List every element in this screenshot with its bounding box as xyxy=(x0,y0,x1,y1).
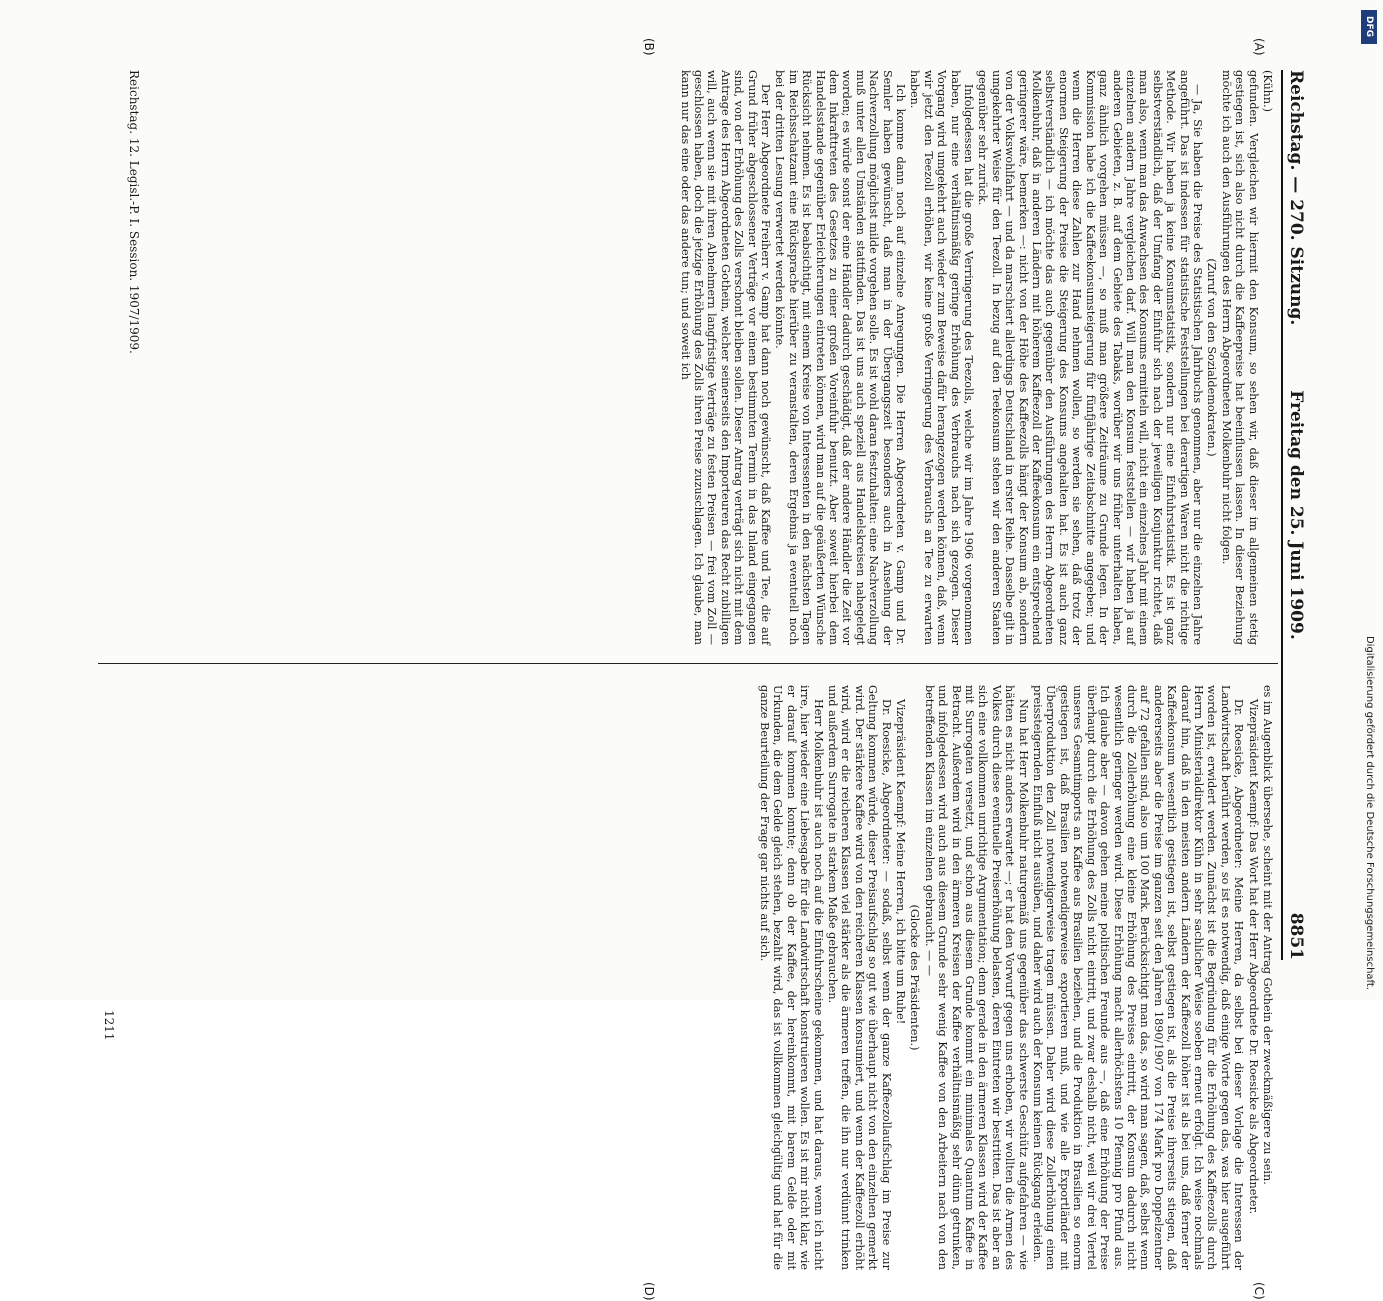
right-paragraph: Dr. Roesicke, Abgeordneter: Meine Herren, da selbst bei dieser Vorlage die Interessen der Landwirtschaft berührt werden, so ist es notwendig, daß einige Worte gegen das, was hier ausgeführt worden ist, erwidert werden. Zunächst ist die Begründung für die Erhöhung des Kaffeezolls durch Herrn Ministerialdirektor Kühn in sehr sachlicher Weise soeben erneut erfolgt. Ich weise nochmals darauf hin, daß in den meisten andern Ländern der Kaffeezoll höher ist als bei uns, daß ferner der Kaffeekonsum wesentlich gestiegen ist, selbst gestiegen ist, als die Preise ihrerseits stiegen, daß andererseits aber die Preise im ganzen seit den Jahren 1890/1907 von 174 Mark pro Doppelzentner auf 72 gefallen sind, also um 100 Mark. Berücksichtigt man das, so wird man sagen, daß, selbst wenn durch die Zollerhöhung eine kleine Erhöhung des Preises eintritt, der Konsum dadurch nicht wesentlich geringer werden wird. Diese Erhöhung macht allerhöchstens 10 Pfennig pro Pfund aus. Ich glaube aber — davon gehen meine politischen Freunde aus —, daß eine Erhöhung der Preise überhaupt durch die Erhöhung des Zolls nicht eintritt, und zwar deshalb nicht, weil wir drei Viertel unseres Gesamtimports an Kaffee aus Brasilien beziehen, und die Produktion in Brasilien so enorm gestiegen ist, daß Brasilien notwendigerweise exportieren muß, und wie alle Exportländer mit Überproduktion den Zoll notwendigerweise tragen müssen. Daher wird diese Zollerhöhung einen preissteigernden Einfluß nicht ausüben, und daher wird auch der Konsum keinen Rückgang erleiden. xyxy=(1031,685,1246,1270)
digitization-credit-strip xyxy=(1359,10,1377,990)
running-head-left: Reichstag. — 270. Sitzung. xyxy=(1286,70,1306,326)
page-number: 8851 xyxy=(1286,912,1306,961)
left-paragraph: gefunden. Vergleichen wir hiermit den Konsum, so sehen wir, daß dieser im allgemeinen stetig gestiegen ist, sich also nicht durch die Kaffeepreise hat beeinflussen lassen. In dieser Beziehung möchte ich auch den Ausführungen des Herrn Abgeordneten Molkenbuhr nicht folgen. xyxy=(1219,70,1260,645)
right-column xyxy=(757,685,1274,1270)
right-paragraph: es im Augenblick übersehe, scheint mit der Antrag Gothein der zweckmäßigere zu sein. xyxy=(1261,685,1274,1185)
digitization-credit-text: Digitalisierung gefördert durch die Deutsche Forschungsgemeinschaft. xyxy=(1364,635,1375,990)
right-paragraph: Dr. Roesicke, Abgeordneter: — sodaß, selbst wenn der ganze Kaffeezollaufschlag im Preise zur Geltung kommen würde, dieser Preisaufschlag so gut wie überhaupt nicht von den einzelnen gemerkt wird. Der stärkere Kaffee wird von den reicheren Klassen konsumiert, und wenn der Kaffeezoll erhöht wird, wird er die reicheren Klassen viel stärker als die ärmeren treffen, die ihn nur verdünnt trinken und außerdem Surrogate in starkem Maße gebrauchen. xyxy=(826,685,893,1270)
margin-letter-b: (B) xyxy=(642,38,656,56)
right-interjection: (Glocke des Präsidenten.) xyxy=(908,904,922,1051)
left-speaker-note: (Kühn.) xyxy=(1261,70,1274,113)
margin-letter-a: (A) xyxy=(1252,38,1266,56)
left-paragraph: Infolgedessen hat die große Verringerung des Teezolls, welche wir im Jahre 1906 vorgenommen haben, nur eine verhältnismäßig geringe Erhöhung des Verbrauchs nach sich gezogen. Dieser Vorgang wird umgekehrt auch wieder zum Beweise dafür herangezogen werden können, daß, wenn wir jetzt den Teezoll erhöhen, wir keine große Verringerung des Verbrauchs an Tee zu erwarten haben. xyxy=(908,70,976,645)
right-paragraph: Nun hat Herr Molkenbuhr naturgemäß uns gegenüber das schwerste Geschütz aufgefahren — wie hätten es nicht anders erwartet —; er hat den Vorwurf gegen uns erhoben, wir wollten die Armen des Volkes durch diese eventuelle Preiserhöhung belasten, deren Eintreten wir bestritten. Das ist aber an sich eine vollkommen unrichtige Argumentation; denn gerade in den ärmeren Klassen wird der Kaffee mit Surrogaten versetzt, und schon aus diesem Grunde kommt ein minimales Quantum Kaffee in Betracht. Außerdem wird in den ärmeren Kreisen der Kaffee verhältnismäßig sehr dünn getrunken, und infolgedessen wird auch aus diesem Grunde sehr wenig Kaffee von den Arbeitern nach von den betreffenden Klassen im einzelnen gebraucht. — — xyxy=(922,685,1030,1270)
margin-letter-c: (C) xyxy=(1252,1282,1266,1300)
rotated-page-content xyxy=(26,0,1356,1301)
left-column xyxy=(677,70,1274,645)
running-head-date: Freitag den 25. Juni 1909. xyxy=(1286,390,1306,640)
left-paragraph: Der Herr Abgeordnete Freiherr v. Gamp hat dann noch gewünscht, daß Kaffee und Tee, die auf Grund früher abgeschlossener Verträge vor einem bestimmten Termin in das Inland eingegangen sind, von der Erhöhung des Zolls verschont bleiben sollen. Dieser Antrag verträgt sich nicht mit dem Antrage des Herrn Abgeordneten Gothein, welcher seinerseits den Importeuren das Recht zubilligen will, auch wenn sie mit ihren Abnehmern langfristige Verträge zu festen Preisen — frei vom Zoll — geschlossen haben, doch die jetzige Erhöhung des Zolls ihren Preise zuzuschlagen. Ich glaube, man kann nur das eine oder das andere tun; und soweit ich xyxy=(678,70,772,645)
margin-letter-d: (D) xyxy=(642,1282,656,1301)
left-interjection: (Zuruf von den Sozialdemokraten.) xyxy=(1205,258,1219,457)
left-paragraph: — Ja, Sie haben die Preise des Statistischen Jahrbuchs genommen, aber nur die einzelnen Jahre angeführt. Das ist indessen für statistische Feststellungen bei derartigen Waren nicht die richtige Methode. Wir haben ja keine Konsumstatistik, sondern nur eine Einfuhrstatistik. Es ist ganz selbstverständlich, daß der Umfang der Einfuhr sich nach der jeweiligen Konjunktur richtet, daß man also, wenn man das Anwachsen des Konsums ermitteln will, nicht ein einzelnes Jahr mit einem einzelnen andern Jahre vergleichen darf. Will man den Konsum feststellen — wir haben ja auf anderen Gebieten, z. B. auf dem Gebiete des Tabaks, worüber wir uns früher unterhalten haben, ganz ähnlich vorgehen müssen —, so muß man größere Zeiträume zu Grunde legen. In der Kommission habe ich die Kaffeekonsumsteigerung für fünfjährige Zeitabschnitte angegeben; und wenn die Herren diese Zahlen zur Hand nehmen wollen, so werden sie sehen, daß trotz der enormen Steigerung der Preise die Steigerung des Konsums angehalten hat. Es ist auch ganz selbstverständlich — ich möchte das auch gegenüber den Ausführungen des Herrn Abgeordneten Molkenbuhr, daß in anderen Ländern mit höherem Kaffeezoll der Kaffeekonsum ein entsprechend geringerer wäre, bemerken —: nicht von der Höhe des Kaffeezolls hängt der Konsum ab, sondern von der Volkswohlfahrt — und da marschiert allerdings Deutschland in erster Reihe. Dasselbe gilt in umgekehrter Weise für den Teezoll. In bezug auf den Teekonsum stehen wir den anderen Staaten gegenüber sehr zurück. xyxy=(976,70,1204,645)
running-head xyxy=(1281,70,1316,960)
footer-sheet-number: 1211 xyxy=(102,1010,116,1041)
right-paragraph: Vizepräsident Kaempf: Das Wort hat der Herr Abgeordnete Dr. Roesicke als Abgeordneter. xyxy=(1246,699,1260,1215)
footer-left: Reichstag. 12. Legisl.-P. I. Session. 1907/1909. xyxy=(127,70,141,354)
right-paragraph: Vizepräsident Kaempf: Meine Herren, ich bitte um Ruhe! xyxy=(894,699,908,1025)
column-divider xyxy=(98,663,1278,664)
right-paragraph: Herr Molkenbuhr ist auch noch auf die Einfuhrscheine gekommen, und hat daraus, wenn ich nicht irre, hier wieder eine Liebesgabe für die Landwirtschaft konstruieren wollen. Es ist mir nicht klar, wie er darauf kommen konnte; denn ob der Kaffee, der hereinkommt, mit barem Gelde oder mit Urkunden, die dem Gelde gleich stehen, bezahlt wird, das ist vollkommen gleichgültig und hat für die ganze Beurteilung der Frage gar nichts auf sich. xyxy=(757,685,825,1270)
dfg-logo: DFG xyxy=(1361,10,1377,44)
left-paragraph: Ich komme dann noch auf einzelne Anregungen. Die Herren Abgeordneten v. Gamp und Dr. Semler haben gewünscht, daß man in der Übergangszeit besonders auch in Ansehung der Nachverzollung möglichst milde vorgehen solle. Es ist wohl daran festzuhalten: eine Nachverzollung muß unter allen Umständen stattfinden. Das ist uns auch speziell aus Handelskreisen nahegelegt worden; es würde sonst der eine Händler dadurch geschädigt, daß der andere Händler die Zeit vor dem Inkrafttreten des Gesetzes zu einer großen Voreinfuhr benutzt. Aber soweit hierbei dem Handelsstande gegenüber Erleichterungen eintreten können, wird man auf die geäußerten Wünsche Rücksicht nehmen. Es ist beabsichtigt, mit einem Kreise von Interessenten in den nächsten Tagen im Reichsschatzamt eine Rücksprache hierüber zu veranstalten, deren Ergebnis ja eventuell noch bei der dritten Lesung verwertet werden könnte. xyxy=(773,70,908,645)
